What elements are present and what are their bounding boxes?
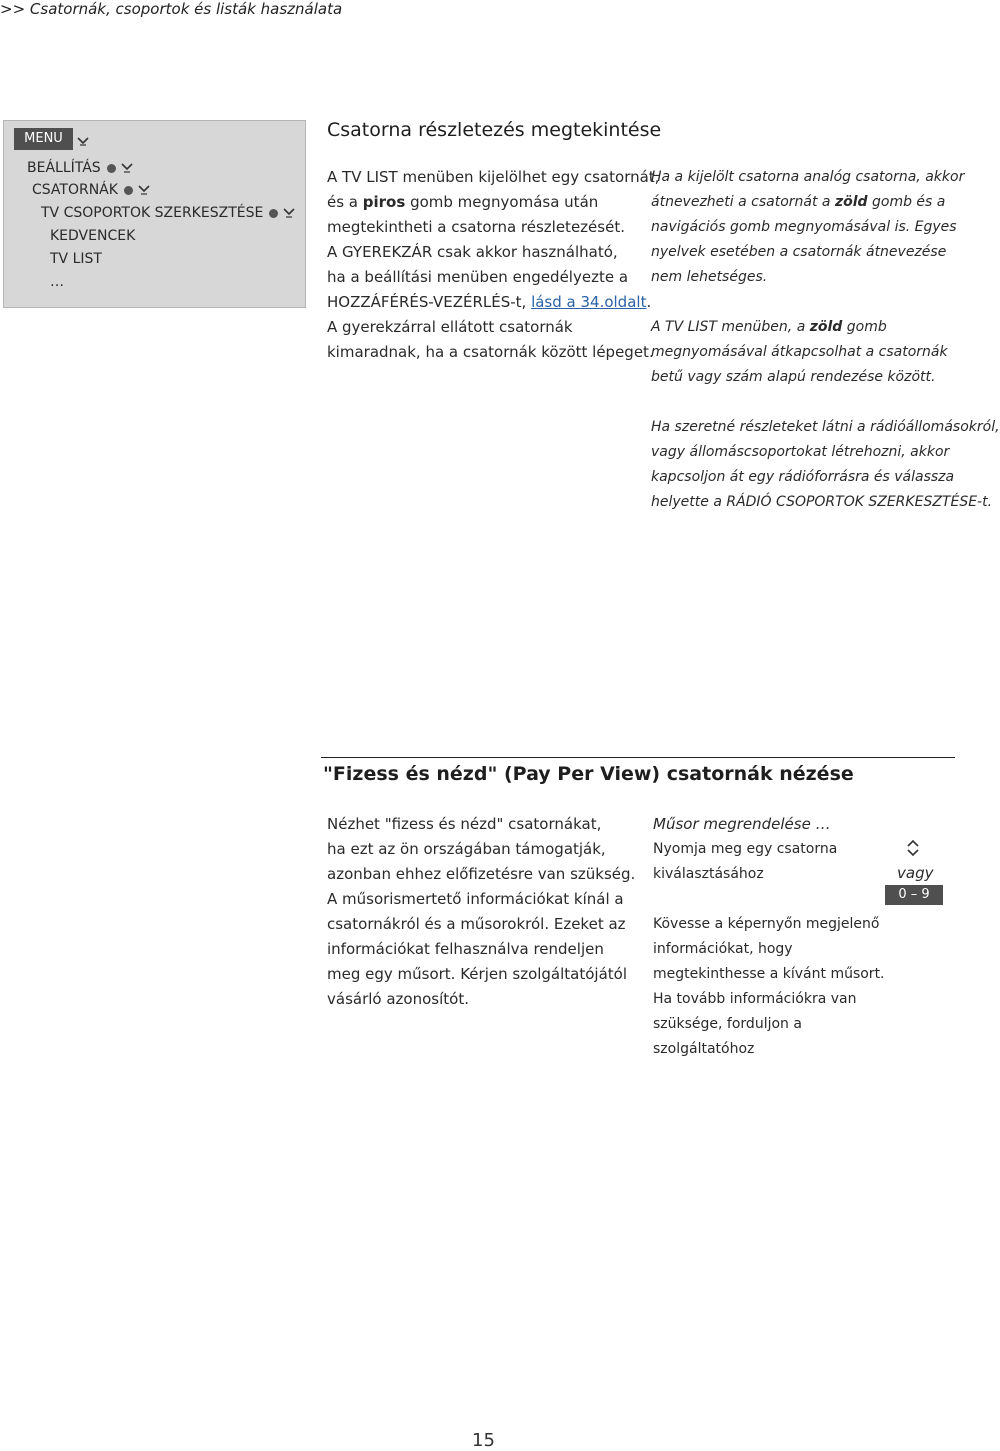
text-line: betű vagy szám alapú rendezése között.	[651, 369, 936, 385]
text-line: ha a beállítási menüben engedélyezte a	[327, 268, 629, 286]
text-line: információkat felhasználva rendeljen	[327, 940, 604, 958]
order-program-title: Műsor megrendelése …	[653, 815, 831, 833]
or-label: vagy	[897, 864, 934, 882]
text-line: A TV LIST menüben kijelölhet egy csatornát,	[327, 168, 660, 186]
digit-buttons-badge: 0 – 9	[885, 885, 943, 905]
text-line: megtekinthesse a kívánt műsort.	[653, 966, 885, 982]
page-reference-link[interactable]: lásd a 34.oldalt	[531, 293, 647, 311]
text-line: navigációs gomb megnyomásával is. Egyes	[651, 219, 957, 235]
green-button-label: zöld	[809, 319, 843, 335]
text-line: azonban ehhez előfizetésre van szükség.	[327, 865, 636, 883]
select-dot-icon	[269, 209, 278, 218]
text-line: nyelvek esetében a csatornák átnevezése	[651, 244, 947, 260]
text-line: csatornákról és a műsorokról. Ezeket az	[327, 915, 626, 933]
red-button-label: piros	[362, 193, 406, 211]
text-line: meg egy műsort. Kérjen szolgáltatójától	[327, 965, 628, 983]
section-title-channel-details: Csatorna részletezés megtekintése	[327, 119, 662, 141]
section2-left-text	[327, 812, 635, 1012]
menu-button[interactable]: MENU	[14, 128, 73, 150]
section-divider	[321, 757, 955, 758]
section2-right-text	[653, 812, 885, 1062]
chevron-down-icon	[282, 206, 296, 220]
text-line: vagy állomáscsoportokat létrehozni, akkor	[651, 444, 950, 460]
section-title-pay-per-view: "Fizess és nézd" (Pay Per View) csatornák nézése	[323, 763, 854, 785]
select-dot-icon	[107, 164, 116, 173]
breadcrumb: >> Csatornák, csoportok és listák használata	[0, 0, 343, 18]
text-line: helyette a RÁDIÓ CSOPORTOK SZERKESZTÉSE-t.	[651, 494, 993, 510]
text-line: megtekintheti a csatorna részletezését.	[327, 218, 625, 236]
text-line: információkat, hogy	[653, 941, 793, 957]
text-line: kapcsoljon át egy rádióforrásra és válassza	[651, 469, 955, 485]
text-line: Ha tovább információkra van	[653, 991, 857, 1007]
chevron-down-icon	[120, 161, 134, 175]
text-line: nem lehetséges.	[651, 269, 768, 285]
select-dot-icon	[124, 186, 133, 195]
text-line: Ha szeretné részleteket látni a rádióállomásokról,	[651, 419, 1000, 435]
text-line: A GYEREKZÁR csak akkor használható,	[327, 243, 618, 261]
page-number: 15	[472, 1430, 495, 1451]
text-line: és a piros gomb megnyomása után	[327, 193, 599, 211]
section1-right-text	[651, 165, 1000, 515]
text-line: Ha a kijelölt csatorna analóg csatorna, akkor	[651, 169, 965, 185]
chevron-down-icon	[137, 183, 151, 197]
text-line: kiválasztásához	[653, 866, 764, 882]
text-line: A TV LIST menüben, a zöld gomb	[651, 319, 887, 335]
green-button-label: zöld	[834, 194, 868, 210]
text-line: HOZZÁFÉRÉS-VEZÉRLÉS-t, lásd a 34.oldalt.	[327, 293, 652, 311]
text-line: A gyerekzárral ellátott csatornák	[327, 318, 573, 336]
menu-item-kedvencek[interactable]: KEDVENCEK	[50, 228, 136, 244]
text-line: Nézhet "fizess és nézd" csatornákat,	[327, 815, 602, 833]
text-line: megnyomásával átkapcsolhat a csatornák	[651, 344, 948, 360]
text-line: szüksége, forduljon a	[653, 1016, 802, 1032]
menu-item-csatornak[interactable]: CSATORNÁK	[32, 181, 151, 199]
text-line: Nyomja meg egy csatorna	[653, 841, 838, 857]
menu-item-more[interactable]: …	[50, 274, 64, 290]
section1-left-text	[327, 165, 659, 365]
text-line: átnevezheti a csatornát a zöld gomb és a	[651, 194, 946, 210]
text-line: kimaradnak, ha a csatornák között lépeget.	[327, 343, 654, 361]
menu-item-tv-list[interactable]: TV LIST	[50, 251, 102, 267]
menu-item-tv-csoportok[interactable]: TV CSOPORTOK SZERKESZTÉSE	[41, 204, 296, 222]
up-down-navigation-icon	[903, 838, 923, 858]
menu-item-beallitas[interactable]: BEÁLLÍTÁS	[27, 159, 134, 177]
text-line: A műsorismertető információkat kínál a	[327, 890, 624, 908]
text-line: szolgáltatóhoz	[653, 1041, 755, 1057]
text-line: Kövesse a képernyőn megjelenő	[653, 916, 880, 932]
text-line: ha ezt az ön országában támogatják,	[327, 840, 606, 858]
text-line: vásárló azonosítót.	[327, 990, 469, 1008]
chevron-down-icon	[76, 134, 90, 148]
